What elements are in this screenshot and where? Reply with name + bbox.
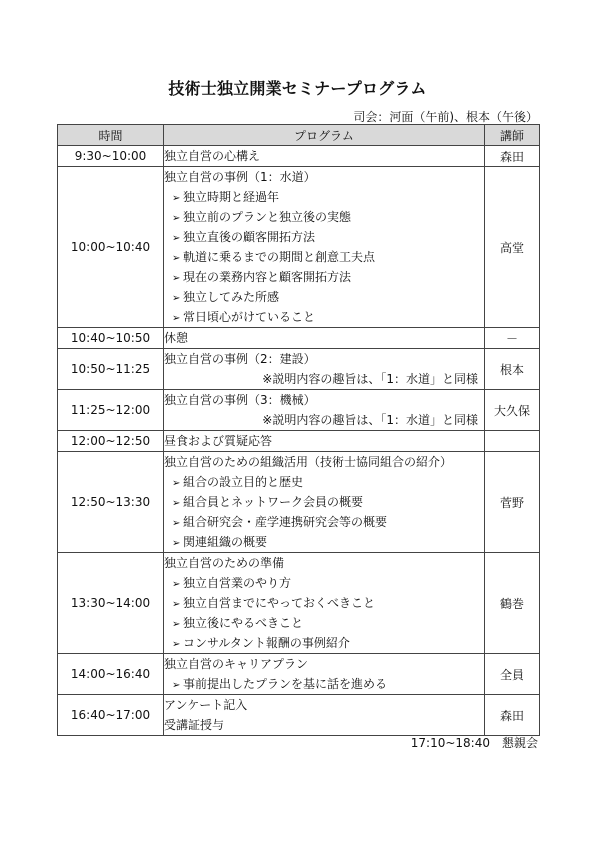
program-item: 独立自営のキャリアプラン	[164, 657, 309, 671]
time-cell: 11:25~12:00	[58, 390, 164, 431]
arrow-bullet-icon: ➢	[172, 579, 181, 590]
program-subitem	[164, 633, 484, 653]
program-subitem-text: コンサルタント報酬の事例紹介	[183, 636, 350, 650]
program-item: アンケート記入	[164, 698, 248, 712]
program-subitem	[164, 472, 484, 492]
program-subitem-text: 現在の業務内容と顧客開拓方法	[183, 270, 352, 284]
table-row	[58, 553, 540, 654]
program-cell	[164, 167, 485, 328]
program-subitem	[164, 593, 484, 613]
program-subitem-text: 事前提出したプランを基に話を進める	[183, 677, 388, 691]
time-cell: 12:50~13:30	[58, 452, 164, 553]
program-subitem	[164, 573, 484, 593]
moderator-note: 司会：河面（午前)、根本（午後）	[353, 110, 538, 124]
program-cell	[164, 146, 485, 167]
program-subitem	[164, 207, 484, 227]
lecturer-cell: 菅野	[485, 452, 540, 553]
header-program: プログラム	[164, 125, 485, 146]
program-cell	[164, 349, 485, 390]
table-row	[58, 349, 540, 390]
header-time: 時間	[58, 125, 164, 146]
lecturer-cell: 鶴巻	[485, 553, 540, 654]
table-row	[58, 654, 540, 695]
arrow-bullet-icon: ➢	[172, 213, 181, 224]
program-item: 昼食および質疑応答	[164, 434, 273, 448]
program-subitem-text: 独立後にやるべきこと	[183, 616, 304, 630]
program-subitem	[164, 247, 484, 267]
table-row	[58, 328, 540, 349]
program-subitem-text: 独立自営までにやっておくべきこと	[183, 596, 376, 610]
reception-note: 17:10~18:40 懇親会	[410, 736, 538, 750]
program-cell	[164, 553, 485, 654]
arrow-bullet-icon: ➢	[172, 313, 181, 324]
arrow-bullet-icon: ➢	[172, 293, 181, 304]
program-subitem	[164, 307, 484, 327]
program-subitem-text: 独立時期と経過年	[183, 190, 280, 204]
lecturer-cell	[485, 431, 540, 452]
program-cell	[164, 695, 485, 736]
program-subitem-text: 関連組織の概要	[183, 535, 268, 549]
arrow-bullet-icon: ➢	[172, 680, 181, 691]
header-lecturer: 講師	[485, 125, 540, 146]
program-item: 独立自営の事例（3：機械）	[164, 393, 316, 407]
lecturer-cell: 全員	[485, 654, 540, 695]
program-cell	[164, 452, 485, 553]
arrow-bullet-icon: ➢	[172, 599, 181, 610]
arrow-bullet-icon: ➢	[172, 639, 181, 650]
time-cell: 16:40~17:00	[58, 695, 164, 736]
arrow-bullet-icon: ➢	[172, 233, 181, 244]
time-cell: 13:30~14:00	[58, 553, 164, 654]
program-subitem	[164, 532, 484, 552]
program-cell	[164, 654, 485, 695]
program-subitem-text: 独立してみた所感	[183, 290, 280, 304]
arrow-bullet-icon: ➢	[172, 478, 181, 489]
lecturer-cell: 森田	[485, 146, 540, 167]
table-row	[58, 146, 540, 167]
arrow-bullet-icon: ➢	[172, 518, 181, 529]
table-row	[58, 431, 540, 452]
program-subitem	[164, 674, 484, 694]
program-item: 独立自営のための組織活用（技術士協同組合の紹介）	[164, 455, 453, 469]
program-cell	[164, 431, 485, 452]
program-subitem-text: 軌道に乗るまでの期間と創意工夫点	[183, 250, 376, 264]
time-cell: 10:00~10:40	[58, 167, 164, 328]
table-row	[58, 695, 540, 736]
arrow-bullet-icon: ➢	[172, 619, 181, 630]
program-item: 独立自営の事例（2：建設）	[164, 352, 316, 366]
program-subitem-text: 組合研究会・産学連携研究会等の概要	[183, 515, 388, 529]
table-row	[58, 390, 540, 431]
program-subitem	[164, 613, 484, 633]
program-item: 受講証授与	[164, 718, 225, 732]
arrow-bullet-icon: ➢	[172, 498, 181, 509]
arrow-bullet-icon: ➢	[172, 538, 181, 549]
program-item: 独立自営の事例（1：水道）	[164, 170, 316, 184]
program-item: 休憩	[164, 331, 189, 345]
page-title: 技術士独立開業セミナープログラム	[168, 79, 427, 98]
program-subitem-text: 組合の設立目的と歴史	[183, 475, 304, 489]
program-subitem-text: 常日頃心がけていること	[183, 310, 316, 324]
program-subitem	[164, 267, 484, 287]
program-note: ※説明内容の趣旨は、「1：水道」と同様	[262, 372, 478, 386]
time-cell: 10:50~11:25	[58, 349, 164, 390]
table-row	[58, 452, 540, 553]
lecturer-cell: 高堂	[485, 167, 540, 328]
program-subitem	[164, 187, 484, 207]
program-item: 独立自営の心構え	[164, 149, 261, 163]
program-table	[57, 124, 540, 736]
program-body	[58, 146, 540, 736]
time-cell: 10:40~10:50	[58, 328, 164, 349]
program-subitem-text: 独立前のプランと独立後の実態	[183, 210, 352, 224]
lecturer-cell: 森田	[485, 695, 540, 736]
program-subitem-text: 組合員とネットワーク会員の概要	[183, 495, 364, 509]
table-row	[58, 167, 540, 328]
arrow-bullet-icon: ➢	[172, 253, 181, 264]
lecturer-cell: 根本	[485, 349, 540, 390]
header-row	[58, 125, 540, 146]
program-subitem	[164, 227, 484, 247]
program-item: 独立自営のための準備	[164, 556, 285, 570]
program-cell	[164, 390, 485, 431]
time-cell: 14:00~16:40	[58, 654, 164, 695]
time-cell: 12:00~12:50	[58, 431, 164, 452]
time-cell: 9:30~10:00	[58, 146, 164, 167]
program-subitem	[164, 492, 484, 512]
program-subitem	[164, 512, 484, 532]
arrow-bullet-icon: ➢	[172, 273, 181, 284]
lecturer-cell: 大久保	[485, 390, 540, 431]
program-subitem-text: 独立自営業のやり方	[183, 576, 292, 590]
program-cell	[164, 328, 485, 349]
program-note: ※説明内容の趣旨は、「1：水道」と同様	[262, 413, 478, 427]
program-subitem-text: 独立直後の顧客開拓方法	[183, 230, 316, 244]
lecturer-cell: －	[485, 328, 540, 349]
program-subitem	[164, 287, 484, 307]
arrow-bullet-icon: ➢	[172, 193, 181, 204]
